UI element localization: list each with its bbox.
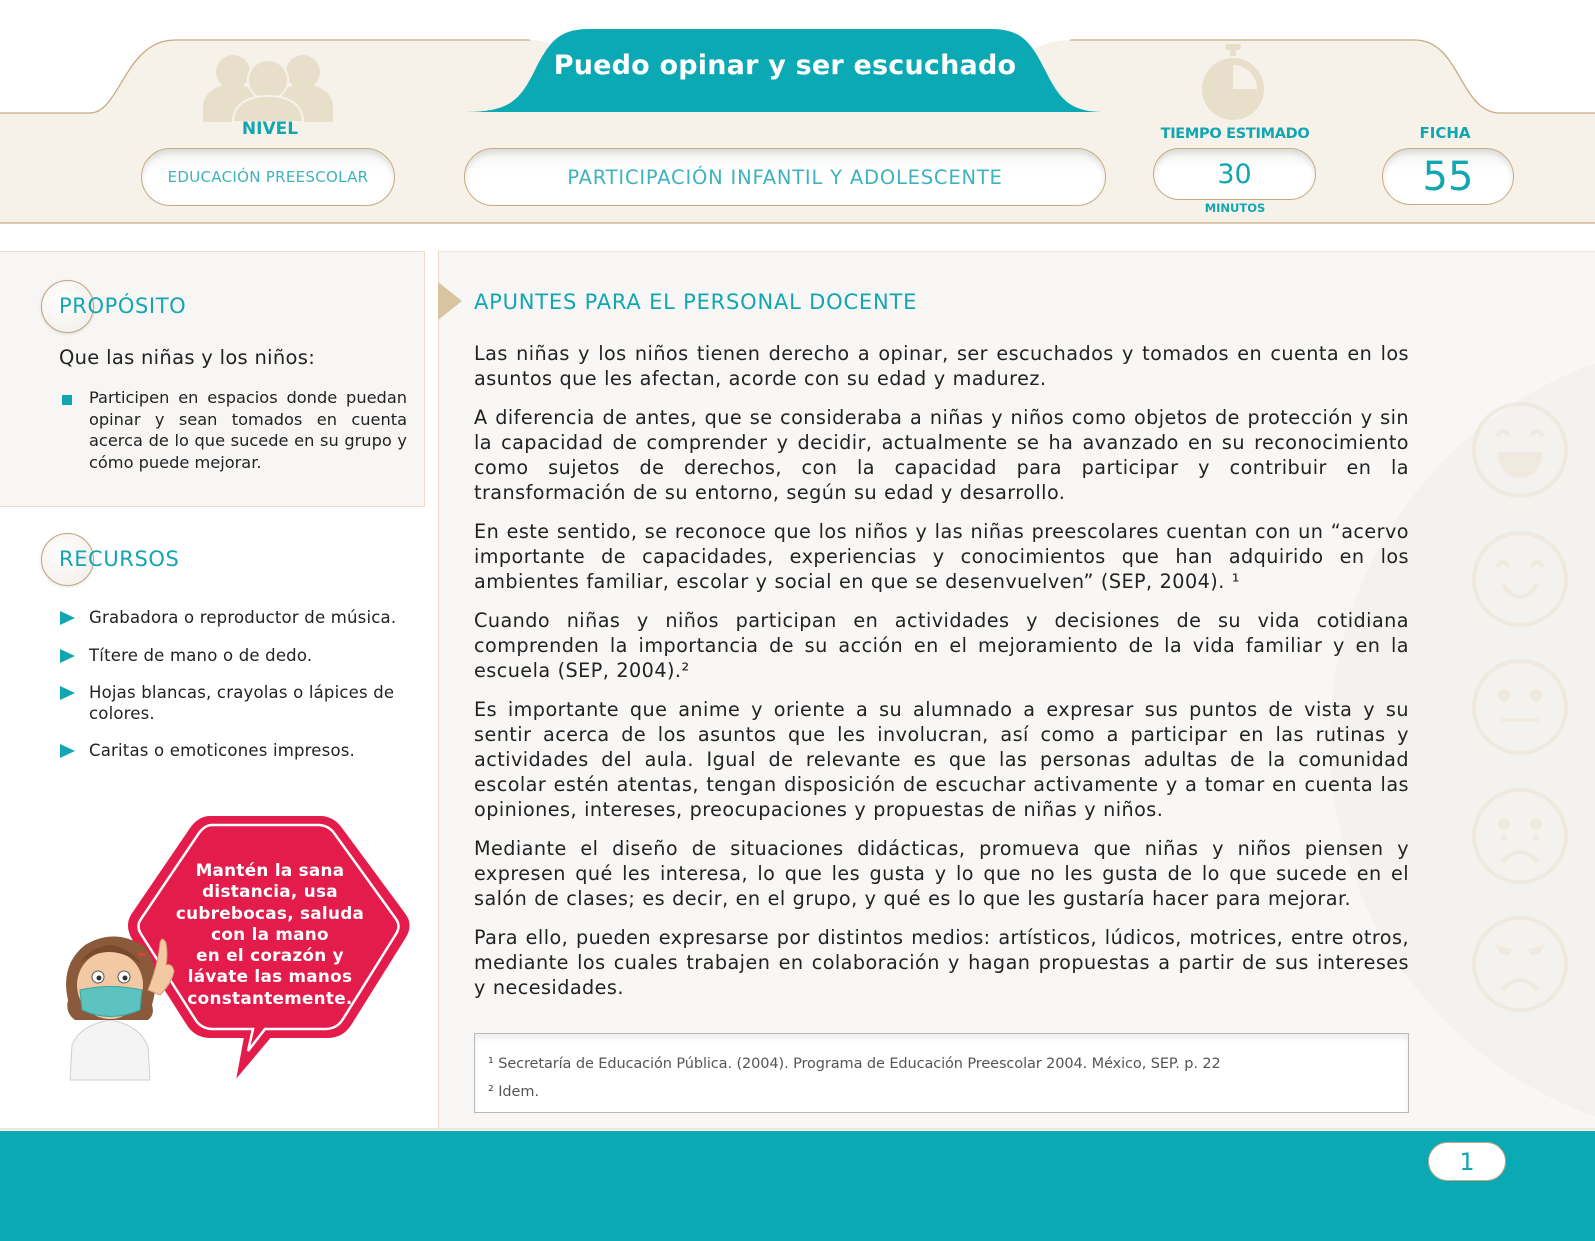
proposito-intro: Que las niñas y los niños: — [59, 346, 316, 369]
list-item-text: Títere de mano o de dedo. — [89, 645, 313, 665]
triangle-bullet-icon — [60, 611, 75, 625]
triangle-bullet-icon — [60, 686, 75, 700]
paragraph: Las niñas y los niños tienen derecho a opinar, ser escuchados y tomados en cuenta en los asuntos que les afectan, acorde con su edad y madurez. — [474, 342, 1409, 390]
bubble-line: constantemente. — [187, 987, 353, 1008]
bubble-line: en el corazón y — [196, 945, 344, 966]
emotion-faces — [1470, 400, 1570, 1043]
footnotes-box — [474, 1033, 1409, 1113]
paragraph: Cuando niñas y niños participan en actividades y decisiones de su vida cotidiana comprenden la importancia de su acción en el mejoramiento de la vida familiar y en la escuela (SEP, 2004).² — [474, 609, 1409, 682]
nivel-value: EDUCACIÓN PREESCOLAR — [141, 148, 395, 206]
tiempo-value: 30 — [1153, 148, 1316, 200]
apuntes-body — [474, 341, 1409, 1014]
tiempo-label: TIEMPO ESTIMADO — [1160, 126, 1310, 142]
footnote: ² Idem. — [488, 1084, 539, 1100]
nivel-label: NIVEL — [241, 119, 299, 139]
footer-band — [0, 1131, 1595, 1241]
ficha-label: FICHA — [1419, 124, 1471, 142]
list-item-text: Caritas o emoticones impresos. — [89, 741, 355, 760]
footnote: ¹ Secretaría de Educación Pública. (2004). Programa de Educación Preescolar 2004. México, SEP. p. 22 — [488, 1056, 1221, 1072]
square-bullet-icon — [62, 395, 72, 405]
list-item — [58, 683, 408, 724]
stopwatch-icon — [1197, 44, 1269, 124]
proposito-title: PROPÓSITO — [59, 294, 187, 318]
tiempo-unit: MINUTOS — [1204, 201, 1266, 215]
triangle-bullet-icon — [60, 744, 75, 758]
bubble-line: con la mano — [211, 923, 329, 944]
list-item — [58, 608, 408, 629]
recursos-list — [58, 608, 408, 779]
paragraph: Mediante el diseño de situaciones didácticas, promueva que niñas y niños piensen y expresen qué les interesa, lo que les gusta y lo que no les gusta de lo que sucede en el salón de clases; es decir, en el grupo, y qué es lo que les gustaría hacer para mejorar. — [474, 837, 1409, 910]
bubble-line: distancia, usa — [202, 881, 338, 902]
recursos-title: RECURSOS — [59, 547, 180, 571]
angry-face-icon — [1470, 914, 1570, 1014]
crying-face-icon — [1470, 786, 1570, 886]
page-title: Puedo opinar y ser escuchado — [553, 50, 1017, 81]
list-item-text: Grabadora o reproductor de música. — [89, 608, 397, 627]
section-marker-icon — [438, 282, 462, 320]
group-people-icon — [203, 52, 333, 122]
list-item-text: Hojas blancas, crayolas o lápices de colores. — [89, 683, 395, 723]
paragraph: En este sentido, se reconoce que los niños y las niñas preescolares cuentan con un “acervo importante de capacidades, experiencias y conocimientos que han adquirido en los ambientes familiar, escolar y social en que se desenvuelven” (SEP, 2004). ¹ — [474, 520, 1409, 593]
bubble-line: cubrebocas, saluda — [175, 902, 365, 923]
paragraph: A diferencia de antes, que se consideraba a niñas y niños como objetos de protección y sin la capacidad de comprender y decidir, actualmente se ha avanzado en su reconocimiento como sujetos de derechos, con la capacidad para participar y contribuir en la transformación de su entorno, según su edad y desarrollo. — [474, 406, 1409, 504]
bubble-line: lávate las manos — [187, 966, 353, 987]
triangle-bullet-icon — [60, 649, 75, 663]
footer-divider — [0, 1128, 1595, 1130]
apuntes-title: APUNTES PARA EL PERSONAL DOCENTE — [474, 290, 918, 314]
tema-value: PARTICIPACIÓN INFANTIL Y ADOLESCENTE — [464, 148, 1106, 206]
neutral-face-icon — [1470, 657, 1570, 757]
ficha-value: 55 — [1382, 148, 1514, 205]
bubble-line: Mantén la sana — [195, 860, 345, 880]
list-item — [58, 646, 408, 667]
smiling-face-icon — [1470, 529, 1570, 629]
bubble-message — [150, 860, 390, 1009]
proposito-item-text: Participen en espacios donde puedan opinar y sean tomados en cuenta acerca de lo que sucede en su grupo y cómo puede mejorar. — [89, 388, 407, 472]
page-number: 1 — [1428, 1142, 1506, 1181]
list-item — [58, 741, 408, 762]
laughing-face-icon — [1470, 400, 1570, 500]
paragraph: Para ello, pueden expresarse por distintos medios: artísticos, lúdicos, motrices, entre otros, mediante los cuales trabajen en colaboración y hagan propuestas a partir de sus intereses y necesidades. — [474, 926, 1409, 999]
paragraph: Es importante que anime y oriente a su alumnado a expresar sus puntos de vista y su sentir acerca de los asuntos que les involucran, así como a participar en las rutinas y actividades del aula. Igual de relevante es que las personas adultas de la comunidad escolar estén atentas, tengan disposición de escuchar activamente y a tomar en cuenta las opiniones, intereses, preocupaciones y propuestas de niñas y niños. — [474, 698, 1409, 821]
